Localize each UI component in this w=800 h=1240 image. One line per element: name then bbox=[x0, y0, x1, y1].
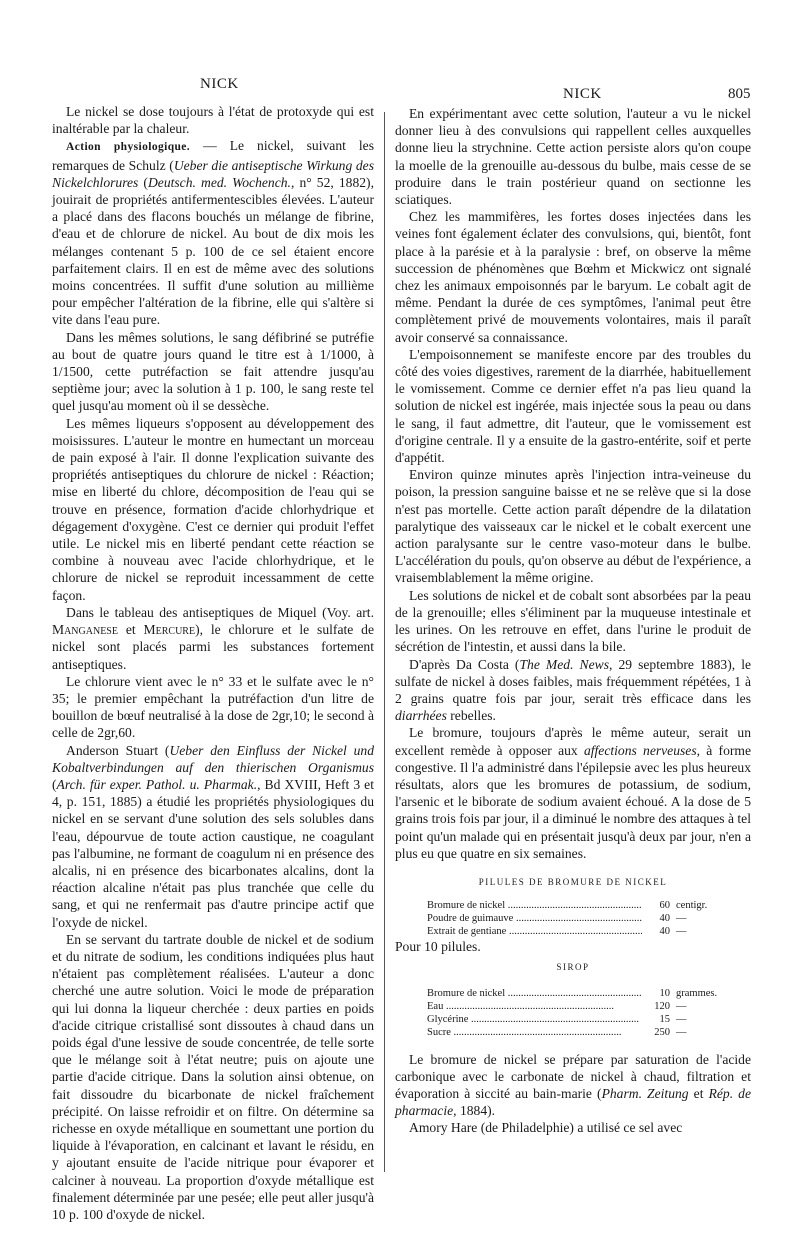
recipe-row bbox=[427, 925, 751, 938]
right-column bbox=[395, 105, 751, 1137]
ingredient-unit: — bbox=[676, 1026, 687, 1038]
text-run: , 29 septembre 1883), le sulfate de nickel à doses faibles, mais fréquemment répétées, 1 à 2 grains quatre fois par jour, serait très efficace dans les bbox=[395, 656, 752, 706]
recipe-row bbox=[427, 1000, 751, 1013]
paragraph-bromure bbox=[395, 724, 751, 862]
recipe-title-sirop: SIROP bbox=[556, 962, 590, 973]
page-number: 805 bbox=[728, 86, 751, 102]
ingredient-name: Eau ..... bbox=[427, 1000, 642, 1013]
text-run: , Bd XVIII, Heft 3 et 4, p. 151, 1885) a étudié les propriétés physiologiques du nickel en se servant d'une solution des sels solubles dans l'eau, dépourvue de toute action caustique, ne coagulant pas l'albumine, ne formant de coagulum ni en présence des alcalis, ni en présence des bicarbonates alcalins, dont la réaction alcaline n'était pas plus tranchée que celle du sang, et qui ne renfermait pas d'autre principe actif que l'oxyde de nickel. bbox=[52, 776, 374, 930]
cross-reference: Mercure bbox=[143, 622, 196, 638]
citation-journal: The Med. News bbox=[519, 656, 609, 672]
text-run: — Le nickel, suivant les remarques de Schulz ( bbox=[52, 138, 375, 173]
section-heading: Action physiologique. bbox=[66, 141, 191, 154]
ingredient-qty: 40 bbox=[659, 913, 670, 925]
emphasis: diarrhées bbox=[395, 708, 447, 724]
text-run: , n° 52, 1882), jouirait de propriétés antifermentescibles élevées. L'auteur a placé dans des flacons bouchés un mélange de fibrine, d'eau et de chlorure de nickel. Au bout de dix mois les mélanges contenant 5 p. 100 de ce sel étaient encore parfaitement clairs. Il en est de même avec des solutions moins concentrées. Il suffit d'une solution au millième pour empêcher l'altération de la fibrine, elle qui s'altère si vite dans l'eau pure. bbox=[52, 174, 374, 328]
ingredient-unit: — bbox=[676, 913, 687, 925]
cross-reference: Manganese bbox=[52, 622, 118, 638]
text-run: Anderson Stuart ( bbox=[66, 742, 170, 758]
paragraph-action-physiologique bbox=[52, 137, 374, 328]
ingredient-name: Glycérine ..... bbox=[427, 1013, 642, 1026]
ingredient-name: Bromure de nickel ..... bbox=[427, 899, 642, 912]
text-run: , 1884). bbox=[453, 1103, 496, 1119]
paragraph: Le chlorure vient avec le n° 33 et le sulfate avec le n° 35; le premier empêchant la putréfaction d'un litre de bouillon de bœuf neutralisé à la dose de 2gr,10; le second à celle de 2gr,60. bbox=[52, 673, 374, 741]
running-head-right: NICK bbox=[563, 86, 602, 102]
paragraph: Environ quinze minutes après l'injection intra-veineuse du poison, la pression sanguine baisse et ne se relève que si la dose n'est pas mortelle. Cette action paraît dépendre de la dilatation paralytique des vaisseaux car le nickel et le cobalt exercent une action paralysante sur le centre vaso-moteur dans le bulbe. L'accélération du pouls, qu'on observe au début de l'expérience, a vraisemblablement la même origine. bbox=[395, 467, 751, 586]
recipe-row bbox=[427, 899, 751, 912]
paragraph: Dans les mêmes solutions, le sang défibriné se putréfie au bout de quatre jours quand le titre est à 1/1000, à 1/1500, cette putréfaction se fait attendre jusqu'au septième jour; avec la solution à 1 p. 100, le sang reste tel quel jusqu'au moment où il se dessèche. bbox=[52, 329, 374, 414]
ingredient-unit: centigr. bbox=[676, 900, 708, 912]
ingredient-qty: 250 bbox=[654, 1026, 670, 1038]
recipe-yield: Pour 10 pilules. bbox=[395, 939, 481, 955]
paragraph-anderson-stuart bbox=[52, 742, 374, 931]
recipe-row bbox=[427, 1026, 751, 1039]
paragraph: Les solutions de nickel et de cobalt sont absorbées par la peau de la grenouille; elles s'éliminent par la muqueuse intestinale et les urines. On les retrouve en effet, dans l'urine le produit de sécrétion de l'intestin, et aussi dans la bile. bbox=[395, 587, 751, 655]
paragraph: Chez les mammifères, les fortes doses injectées dans les veines font également éclater des convulsions, qui, bientôt, font place à la parésie et à la paralysie : bref, on observe la même succession de phénomènes que Bœhm et Mickwicz ont signalé chez les animaux empoisonnés par le baryum. Le cobalt agit de même. Pendant la durée de ces symptômes, l'animal peut être complètement privé de mouvements volontaires, mais il paraît avoir conservé sa connaissance. bbox=[395, 209, 751, 345]
recipe-title-pilules: PILULES DE BROMURE DE NICKEL bbox=[478, 876, 668, 887]
paragraph-miquel bbox=[52, 604, 374, 673]
ingredient-unit: grammes. bbox=[676, 987, 718, 999]
recipe-row bbox=[427, 912, 751, 925]
ingredient-name: Sucre ..... bbox=[427, 1026, 642, 1039]
recipe-sirop bbox=[395, 987, 751, 1039]
emphasis: affections nerveuses bbox=[583, 742, 697, 758]
ingredient-unit: — bbox=[676, 1000, 687, 1012]
text-run: rebelles. bbox=[446, 708, 496, 724]
text-run: Dans le tableau des antiseptiques de Miquel (Voy. art. bbox=[66, 604, 374, 620]
ingredient-qty: 10 bbox=[659, 987, 670, 999]
recipe-pilules bbox=[395, 899, 751, 938]
ingredient-unit: — bbox=[676, 926, 687, 938]
ingredient-name: Extrait de gentiane ..... bbox=[427, 925, 642, 938]
text-run: D'après Da Costa ( bbox=[409, 656, 520, 672]
paragraph: En expérimentant avec cette solution, l'auteur a vu le nickel donner lieu à des convulsions qui rappellent celles auxquelles donne lieu la strychnine. Cette action persiste alors qu'on coupe la moelle de la grenouille au-dessous du bulbe, mais cesse de se produire dans le train postérieur quand on sectionne les sciatiques. bbox=[395, 106, 751, 208]
text-run: Le bromure, toujours d'après le même auteur, serait un excellent remède à opposer aux bbox=[395, 725, 751, 758]
text-run: Le bromure de nickel se prépare par saturation de l'acide carbonique avec le carbonate de nickel à chaud, filtration et évaporation à siccité au bain-marie ( bbox=[395, 1051, 751, 1101]
text-run: , à forme congestive. Il l'a administré dans l'épilepsie avec les plus heureux résultats, alors que les bromures de potassium, de sodium, l'arsenic et le biborate de sodium avaient échoué. A la dose de 5 grains trois fois par jour, il a diminué le nombre des attaques à tel point qu'un malade qui en présentait jusqu'à deux par jour, n'en a plus eu que quatre en six semaines. bbox=[395, 742, 752, 861]
paragraph-da-costa bbox=[395, 656, 751, 725]
left-column bbox=[52, 103, 374, 1223]
citation-journal: Rép. de pharmacie bbox=[395, 1085, 752, 1119]
running-head-left: NICK bbox=[200, 76, 239, 92]
paragraph: Amory Hare (de Philadelphie) a utilisé ce sel avec bbox=[409, 1120, 683, 1136]
text-run: ( bbox=[138, 174, 148, 190]
citation-journal: Arch. für exper. Pathol. u. Pharmak. bbox=[56, 776, 258, 792]
ingredient-name: Bromure de nickel ..... bbox=[427, 987, 642, 1000]
ingredient-qty: 60 bbox=[659, 900, 670, 912]
recipe-row bbox=[427, 987, 751, 1000]
ingredient-qty: 120 bbox=[654, 1000, 670, 1012]
paragraph: L'empoisonnement se manifeste encore par des troubles du côté des voies digestives, rarement de la diarrhée, habituellement le vomissement. Comme ce dernier effet n'a pas lieu quand la solution de nickel est ingérée, mais injectée sous la peau ou dans le sang, il faut admettre, dit l'auteur, que le vomissement est d'origine centrale. Il y a ensuite de la gastro-entérite, soif et perte d'appétit. bbox=[395, 346, 751, 466]
paragraph-preparation bbox=[395, 1051, 751, 1120]
ingredient-name: Poudre de guimauve ..... bbox=[427, 912, 642, 925]
column-divider bbox=[384, 112, 385, 1172]
paragraph: Les mêmes liqueurs s'opposent au développement des moisissures. L'auteur le montre en humectant un morceau de pain exposé à l'air. Il donne l'explication suivante des propriétés antiseptiques du chlorure de nickel : Réaction; mise en liberté du chlore, décomposition de l'eau qui se trouve en présence, formation d'acide chlorhydrique et dégagement d'oxygène. C'est ce dernier qui produit l'effet utile. Le nickel mis en liberté pendant cette réaction se combine à nouveau avec l'acide chlorhydrique, et le chlorure de nickel se reproduit incessamment de cette façon. bbox=[52, 415, 374, 603]
text-run: et bbox=[117, 622, 144, 638]
ingredient-qty: 15 bbox=[659, 1013, 670, 1025]
text-run: ), le chlorure et le sulfate de nickel sont placés parmi les substances fortement antiseptiques. bbox=[52, 622, 374, 672]
citation-title: Ueber die antiseptische Wirkung des Nickelchlorures bbox=[52, 157, 374, 190]
ingredient-qty: 40 bbox=[659, 926, 670, 938]
citation-journal: Pharm. Zeitung bbox=[601, 1085, 689, 1101]
paragraph: En se servant du tartrate double de nickel et de sodium et du nitrate de sodium, les conditions indiquées plus haut n'étaient pas complètement réalisées. L'auteur a donc cherché une autre solution. Voici le mode de préparation qui lui donna la liqueur cherchée : deux parties en poids d'acide citrique cristallisé sont dissoutes à chaud dans un poids égal d'une lessive de soude concentrée, de telle sorte que le mélange soit à l'état neutre; puis on ajoute une partie d'acide citrique. Dans la solution ainsi obtenue, on fait dissoudre du bicarbonate de nickel fraîchement précipité. On laisse refroidir et on filtre. On détermine sa richesse en oxyde métallique en soumettant une portion du liquide à l'évaporation, en calcinant et lavant le résidu, en y ajoutant ensuite de l'acide nitrique pour évaporer et calciner à nouveau. La proportion d'oxyde métallique est finalement déterminée par une pesée; elle peut aller jusqu'à 10 p. 100 d'oxyde de nickel. bbox=[52, 931, 374, 1222]
ingredient-unit: — bbox=[676, 1013, 687, 1025]
citation-title: Ueber den Einfluss der Nickel und Kobaltverbindungen auf den thierischen Organismus bbox=[52, 742, 374, 775]
paragraph: Le nickel se dose toujours à l'état de protoxyde qui est inaltérable par la chaleur. bbox=[52, 104, 374, 137]
recipe-row bbox=[427, 1013, 751, 1026]
citation-journal: Deutsch. med. Wochench. bbox=[147, 174, 291, 190]
text-run: ( bbox=[52, 776, 57, 792]
text-run: et bbox=[688, 1085, 709, 1101]
